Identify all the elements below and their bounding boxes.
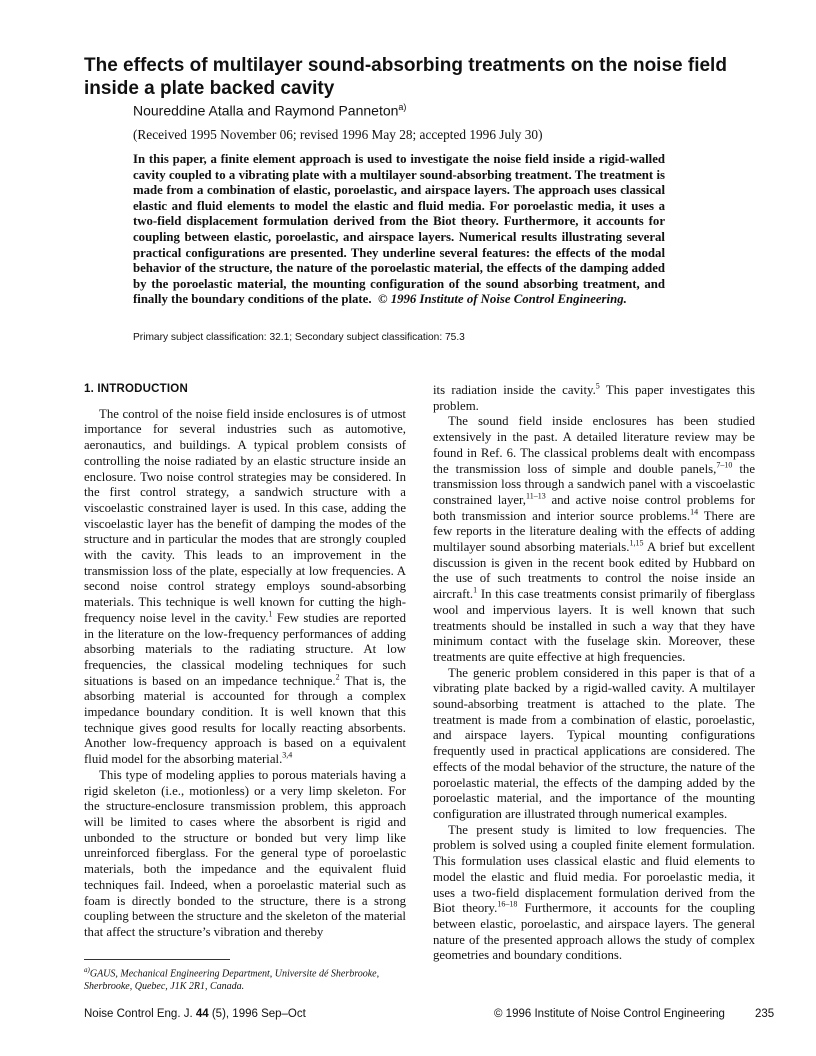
text-run: This paper investigates this problem. — [433, 383, 755, 413]
footnote-rule — [84, 959, 230, 960]
citation: 14 — [690, 507, 699, 517]
text-run: That is, the absorbing material is accounted for through a complex impedance boundary condition. It is well known that this technique gives good results for locally reacting absorbents. Another low-frequency approach is based on a equivalent fluid model for the absorbing material. — [84, 673, 407, 767]
text-run: The control of the noise field inside enclosures is of utmost importance for several industries such as automotive, aeronautics, and buildings. A typical problem consists of controlling the noise radiated by an elastic structure inside an enclosure. Two noise control strategies may be considered. In the first control strategy, a sandwich structure with a viscoelastic constrained layer is used. In this case, adding the viscoelastic layer has the benefit of damping the modes of the structure and in particular the modes that are strongly coupled with the cavity. This leads to an improvement in the transmission loss of the plate, especially at low frequencies. A second noise control strategy employs sound-absorbing materials. This technique is well known for cutting the high-frequency noise level in the cavity. — [84, 406, 406, 625]
text-run: The sound field inside enclosures has been studied extensively in the past. A detailed literature review may be found in Ref. 6. The classical problems dealt with encompass the transmission loss of simple and double panels, — [433, 414, 755, 476]
paragraph — [433, 414, 755, 665]
paragraph — [84, 407, 406, 768]
text-run: Furthermore, it accounts for the coupling between elastic, poroelastic, and airspace layers. The general nature of the presented approach allows the study of complex geometries and boundary conditions. — [433, 901, 755, 963]
citation: 16–18 — [497, 899, 518, 909]
text-run: A brief but excellent discussion is given in the recent book edited by Hubbard on the use of such treatments to control the noise inside an aircraft. — [433, 540, 755, 602]
subject-classification: Primary subject classification: 32.1; Secondary subject classification: 75.3 — [133, 332, 465, 343]
citation: 7–10 — [716, 460, 733, 470]
citation: 11–13 — [526, 491, 546, 501]
journal-name: Noise Control Eng. J. — [84, 1008, 196, 1020]
copyright-footer — [494, 1008, 774, 1020]
abstract — [133, 152, 665, 308]
abstract-copyright: © 1996 Institute of Noise Control Engineering. — [377, 292, 627, 307]
footnote-marker: a) — [84, 966, 90, 974]
text-run: the transmission loss through a sandwich panel with a viscoelastic constrained layer, — [433, 461, 755, 507]
received-dates: (Received 1995 November 06; revised 1996 May 28; accepted 1996 July 30) — [133, 127, 543, 142]
citation: 2 — [335, 672, 340, 682]
text-run: and active noise control problems for both transmission and interior source problems. — [433, 492, 755, 523]
citation: 1 — [473, 585, 478, 595]
left-column — [84, 382, 406, 941]
abstract-text: In this paper, a finite element approach is used to investigate the noise field inside a rigid-walled cavity coupled to a vibrating plate with a multilayer sound-absorbing treatment. The treatment is made from a combination of elastic, poroelastic, and airspace layers. The approach uses classical elastic and fluid elements to model the elastic and fluid media. For poroelastic media, it uses a two-field displacement formulation derived from the Biot theory. Furthermore, it accounts for coupling between elastic, poroelastic, and airspace layers. Numerical results illustrating several practical configurations are presented. They underline several features: the effects of the modal behavior of the structure, the nature of the poroelastic material, the effects of the damping added by the poroelastic material, the mounting configuration of the sound absorbing treatment, and finally the boundary conditions of the plate. — [133, 152, 665, 307]
text-run: its radiation inside the cavity. — [433, 383, 596, 397]
text-run: In this case treatments consist primarily of fiberglass wool and impervious layers. It is well known that such treatments should be installed in such a way that they have minimum contact with the fuselage skin. Moreover, these treatments are quite effective at high frequencies. — [433, 587, 755, 664]
footnote — [84, 964, 406, 993]
paper-title: The effects of multilayer sound-absorbing treatments on the noise field inside a plate backed cavity — [84, 55, 727, 99]
citation: 1,15 — [629, 538, 644, 548]
authors — [133, 102, 406, 119]
text-run: Few studies are reported in the literature on the low-frequency performances of adding absorbing materials to the radiating structure. At low frequencies, the classical modeling techniques for such situations is based on an impedance technique. — [84, 610, 406, 688]
paragraph — [433, 823, 755, 964]
citation: 1 — [268, 609, 273, 619]
author-names: Noureddine Atalla and Raymond Panneton — [133, 102, 399, 119]
footer-copyright: © 1996 Institute of Noise Control Engineering — [494, 1008, 725, 1020]
author-affiliation-marker: a) — [398, 102, 407, 112]
citation: 3,4 — [282, 750, 293, 760]
citation: 5 — [595, 381, 600, 391]
paragraph: This type of modeling applies to porous materials having a rigid skeleton (i.e., motionless) or a very limp skeleton. For the structure-enclosure transmission problem, this approach will be limited to cases where the absorbent is rigid and unbonded to the structure or bonded but very limp like unreinforced fiberglass. For the general type of poroelastic materials, both the impedance and the equivalent fluid techniques fail. Indeed, when a poroelastic material such as foam is directly bonded to the structure, there is a strong coupling between the structure and the skeleton of the material that affect the structure’s vibration and thereby — [84, 767, 406, 939]
text-run: The present study is limited to low frequencies. The problem is solved using a coupled finite element formulation. This formulation uses classical elastic and fluid elements to model the elastic and fluid media. For poroelastic media, it uses a two-field displacement formulation derived from the Biot theory. — [433, 822, 755, 916]
paragraph: The generic problem considered in this paper is that of a vibrating plate backed by a rigid-walled cavity. A multilayer sound-absorbing treatment is attached to the plate. The treatment is made from a combination of elastic, poroelastic, and airspace layers. Typical mounting configurations frequently used in practical applications are considered. The effects of the modal behavior of the structure, the nature of the poroelastic material, the effects of the damping added by the poroelastic material, and the importance of the mounting configuration are illustrated through numerical examples. — [433, 665, 755, 821]
journal-issue: (5), 1996 Sep–Oct — [208, 1008, 306, 1020]
journal-volume: 44 — [195, 1008, 209, 1020]
section-heading: 1. INTRODUCTION — [84, 383, 188, 395]
paragraph — [433, 383, 755, 414]
right-column — [433, 383, 755, 964]
journal-footer — [84, 1008, 306, 1020]
text-run: There are few reports in the literature dealing with the effects of adding multilayer sound absorbing materials. — [433, 508, 756, 555]
footnote-text: GAUS, Mechanical Engineering Department, Universite dé Sherbrooke, Sherbrooke, Quebec, J1K 2R1, Canada. — [84, 968, 380, 993]
page-number: 235 — [754, 1008, 775, 1020]
